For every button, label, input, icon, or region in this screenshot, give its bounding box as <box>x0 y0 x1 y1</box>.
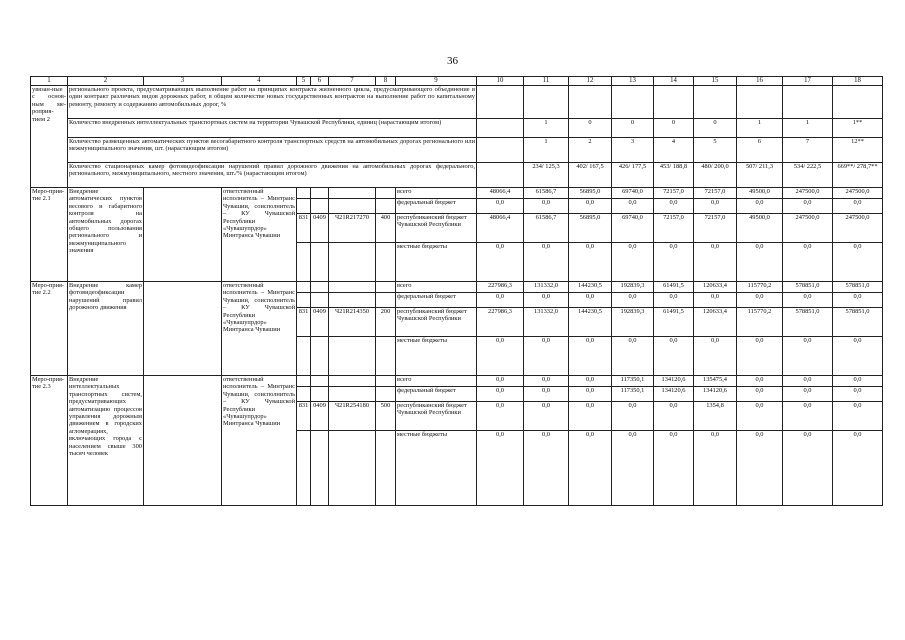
code-empty <box>376 188 396 199</box>
code-empty <box>376 282 396 293</box>
funding-value: 0,0 <box>477 199 524 214</box>
indicator-value: 234/ 125,3 <box>524 163 569 188</box>
funding-value: 0,0 <box>524 337 569 376</box>
funding-value: 72157,0 <box>694 188 737 199</box>
funding-value: 0,0 <box>783 293 833 308</box>
indicator-value: 1** <box>833 119 883 138</box>
rz-code: 0409 <box>311 402 329 431</box>
funding-value: 0,0 <box>569 431 612 506</box>
funding-value: 144230,5 <box>569 282 612 293</box>
indicator-value <box>694 86 737 119</box>
code-empty <box>311 431 329 506</box>
funding-value: 0,0 <box>833 293 883 308</box>
column-number-row <box>31 77 883 86</box>
budget-row <box>31 376 883 387</box>
code-empty <box>311 188 329 199</box>
funding-value: 61491,5 <box>654 308 694 337</box>
funding-value: 578851,0 <box>783 308 833 337</box>
funding-value: 0,0 <box>737 431 783 506</box>
indicator-text: Количество стационарных камер фотовидеофиксации нарушений правил дорожного движения на автомобильных дорогах федерального, регионального, межмуниципального, местного значения, шт./% (нарастающим итогом) <box>68 163 477 188</box>
funding-value: 578851,0 <box>833 308 883 337</box>
funding-value: 578851,0 <box>833 282 883 293</box>
indicator-empty <box>477 138 524 163</box>
code-empty <box>376 337 396 376</box>
indicator-value: 1 <box>524 138 569 163</box>
funding-value: 115770,2 <box>737 282 783 293</box>
column-number: 12 <box>569 77 612 86</box>
funding-source: местные бюджеты <box>396 337 477 376</box>
code-empty <box>311 243 329 282</box>
measure-name: Внедрение интеллектуальных транспортных систем, предусматривающих автоматизацию процессов управления дорожным движением в городских агломерациях, включающих города с населением свыше 300 тысяч человек <box>68 376 144 506</box>
program-table <box>30 76 883 506</box>
column-number: 5 <box>297 77 311 86</box>
rz-code: 0409 <box>311 308 329 337</box>
code-empty <box>376 387 396 402</box>
funding-value: 0,0 <box>477 337 524 376</box>
measure-label: Меро-прия-тие 2.1 <box>31 188 68 282</box>
indicator-value: 0 <box>694 119 737 138</box>
indicator-value <box>654 86 694 119</box>
funding-value: 49500,0 <box>737 188 783 199</box>
funding-value: 0,0 <box>833 337 883 376</box>
funding-value: 0,0 <box>833 243 883 282</box>
measure-executor: ответственный исполнитель – Минтранс Чувашии, соисполнитель – КУ Чувашской Республики «Чувашупрдор» Минтранса Чувашии <box>222 188 297 282</box>
indicator-value: 426/ 177,5 <box>612 163 654 188</box>
vr-code: 400 <box>376 214 396 243</box>
indicator-row <box>31 138 883 163</box>
funding-value: 247500,0 <box>783 188 833 199</box>
funding-source: местные бюджеты <box>396 243 477 282</box>
vr-code: 500 <box>376 402 396 431</box>
funding-value: 56895,0 <box>569 188 612 199</box>
code-empty <box>311 282 329 293</box>
column-number: 9 <box>396 77 477 86</box>
code-empty <box>297 199 311 214</box>
indicator-value: 1 <box>783 119 833 138</box>
code-empty <box>376 199 396 214</box>
indicator-value: 12** <box>833 138 883 163</box>
funding-value: 0,0 <box>654 293 694 308</box>
code-empty <box>376 431 396 506</box>
column-number: 8 <box>376 77 396 86</box>
funding-value: 0,0 <box>524 376 569 387</box>
funding-value: 247500,0 <box>783 214 833 243</box>
funding-value: 0,0 <box>694 293 737 308</box>
indicator-value: 5 <box>694 138 737 163</box>
code-empty <box>297 387 311 402</box>
funding-value: 0,0 <box>612 337 654 376</box>
continuation-label: увязан-ные с основ-ным ме-роприя-тием 2 <box>31 86 68 188</box>
indicator-empty <box>477 86 524 119</box>
funding-value: 134120,6 <box>654 376 694 387</box>
code-empty <box>376 293 396 308</box>
grbs-code: 831 <box>297 214 311 243</box>
funding-value: 0,0 <box>654 402 694 431</box>
indicator-value: 6 <box>737 138 783 163</box>
funding-source: местные бюджеты <box>396 431 477 506</box>
funding-value: 0,0 <box>524 431 569 506</box>
funding-value: 0,0 <box>612 431 654 506</box>
column-number: 13 <box>612 77 654 86</box>
funding-value: 0,0 <box>833 199 883 214</box>
funding-source: республиканский бюджет Чувашской Республики <box>396 214 477 243</box>
indicator-value: 2 <box>569 138 612 163</box>
code-empty <box>311 199 329 214</box>
grbs-code: 831 <box>297 402 311 431</box>
column-number: 17 <box>783 77 833 86</box>
funding-value: 0,0 <box>737 337 783 376</box>
indicator-value: 1 <box>524 119 569 138</box>
column-number: 18 <box>833 77 883 86</box>
code-empty <box>297 282 311 293</box>
funding-value: 0,0 <box>694 431 737 506</box>
funding-source: федеральный бюджет <box>396 387 477 402</box>
funding-value: 48066,4 <box>477 214 524 243</box>
indicator-value: 3 <box>612 138 654 163</box>
code-empty <box>311 387 329 402</box>
funding-source: всего <box>396 282 477 293</box>
code-empty <box>329 243 376 282</box>
indicator-value <box>833 86 883 119</box>
funding-value: 0,0 <box>612 402 654 431</box>
code-empty <box>297 188 311 199</box>
indicator-value: 7 <box>783 138 833 163</box>
indicator-empty <box>477 163 524 188</box>
funding-value: 0,0 <box>737 243 783 282</box>
funding-value: 0,0 <box>569 387 612 402</box>
indicator-value: 507/ 211,3 <box>737 163 783 188</box>
funding-value: 0,0 <box>694 337 737 376</box>
funding-value: 0,0 <box>524 402 569 431</box>
funding-value: 192839,3 <box>612 282 654 293</box>
funding-value: 0,0 <box>783 387 833 402</box>
code-empty <box>297 243 311 282</box>
code-empty <box>329 188 376 199</box>
measure-name: Внедрение камер фотовидеофиксации нарушений правил дорожного движения <box>68 282 144 376</box>
funding-value: 0,0 <box>524 243 569 282</box>
funding-source: всего <box>396 188 477 199</box>
funding-value: 0,0 <box>524 293 569 308</box>
rz-code: 0409 <box>311 214 329 243</box>
funding-value: 131332,0 <box>524 282 569 293</box>
column-number: 15 <box>694 77 737 86</box>
funding-source: федеральный бюджет <box>396 293 477 308</box>
code-empty <box>297 337 311 376</box>
funding-value: 0,0 <box>654 337 694 376</box>
page-number: 36 <box>447 55 458 67</box>
indicator-value: 669**/ 278,7** <box>833 163 883 188</box>
measure-empty-col3 <box>144 282 222 376</box>
funding-value: 144230,5 <box>569 308 612 337</box>
column-number: 16 <box>737 77 783 86</box>
code-empty <box>311 337 329 376</box>
code-empty <box>297 431 311 506</box>
funding-value: 0,0 <box>569 376 612 387</box>
vr-code: 200 <box>376 308 396 337</box>
funding-source: всего <box>396 376 477 387</box>
funding-value: 0,0 <box>524 199 569 214</box>
funding-value: 0,0 <box>783 243 833 282</box>
indicator-text: Количество размещенных автоматических пунктов весогабаритного контроля транспортных средств на автомобильных дорогах регионального или межмуниципального значения, шт. (нарастающим итогом) <box>68 138 477 163</box>
funding-value: 0,0 <box>569 199 612 214</box>
indicator-value: 480/ 200,0 <box>694 163 737 188</box>
funding-value: 0,0 <box>654 199 694 214</box>
indicator-value <box>783 86 833 119</box>
measure-executor: ответственный исполнитель – Минтранс Чувашии, соисполнитель – КУ Чувашской Республики «Чувашупрдор» Минтранса Чувашии <box>222 282 297 376</box>
funding-value: 0,0 <box>569 402 612 431</box>
funding-value: 56895,0 <box>569 214 612 243</box>
code-empty <box>329 387 376 402</box>
budget-row <box>31 282 883 293</box>
code-empty <box>329 293 376 308</box>
funding-value: 0,0 <box>477 293 524 308</box>
indicator-value: 0 <box>612 119 654 138</box>
funding-value: 0,0 <box>569 293 612 308</box>
funding-value: 69740,0 <box>612 188 654 199</box>
column-number: 4 <box>222 77 297 86</box>
funding-value: 0,0 <box>833 387 883 402</box>
indicator-value: 402/ 167,5 <box>569 163 612 188</box>
budget-row <box>31 188 883 199</box>
funding-source: республиканский бюджет Чувашской Республики <box>396 402 477 431</box>
indicator-value <box>524 86 569 119</box>
code-empty <box>329 337 376 376</box>
funding-value: 0,0 <box>833 402 883 431</box>
column-number: 6 <box>311 77 329 86</box>
column-number: 2 <box>68 77 144 86</box>
funding-value: 0,0 <box>477 243 524 282</box>
funding-value: 0,0 <box>477 376 524 387</box>
csr-code: Ч21R214350 <box>329 308 376 337</box>
csr-code: Ч21R217270 <box>329 214 376 243</box>
funding-value: 0,0 <box>783 199 833 214</box>
column-number: 10 <box>477 77 524 86</box>
measure-label: Меро-прия-тие 2.3 <box>31 376 68 506</box>
code-empty <box>329 199 376 214</box>
indicator-value: 4 <box>654 138 694 163</box>
code-empty <box>297 376 311 387</box>
funding-value: 134120,6 <box>694 387 737 402</box>
funding-value: 0,0 <box>654 431 694 506</box>
funding-value: 0,0 <box>477 431 524 506</box>
funding-value: 120633,4 <box>694 308 737 337</box>
indicator-value: 1 <box>737 119 783 138</box>
column-number: 7 <box>329 77 376 86</box>
code-empty <box>329 376 376 387</box>
indicator-empty <box>477 119 524 138</box>
measure-label: Меро-прия-тие 2.2 <box>31 282 68 376</box>
funding-value: 227986,3 <box>477 308 524 337</box>
funding-value: 115770,2 <box>737 308 783 337</box>
funding-value: 0,0 <box>737 387 783 402</box>
funding-value: 578851,0 <box>783 282 833 293</box>
column-number: 3 <box>144 77 222 86</box>
indicator-row <box>31 86 883 119</box>
funding-value: 0,0 <box>694 199 737 214</box>
funding-value: 117350,1 <box>612 387 654 402</box>
indicator-value <box>569 86 612 119</box>
csr-code: Ч21R254180 <box>329 402 376 431</box>
indicator-value: 534/ 222,5 <box>783 163 833 188</box>
funding-value: 0,0 <box>833 376 883 387</box>
funding-value: 0,0 <box>477 387 524 402</box>
funding-value: 0,0 <box>612 199 654 214</box>
funding-value: 0,0 <box>737 402 783 431</box>
indicator-value <box>612 86 654 119</box>
funding-value: 0,0 <box>654 243 694 282</box>
funding-value: 72157,0 <box>654 188 694 199</box>
funding-value: 0,0 <box>783 402 833 431</box>
measure-name: Внедрение автоматических пунктов весового и габаритного контроля на автомобильных дорогах общего пользования регионального и межмуниципального значения <box>68 188 144 282</box>
funding-value: 120633,4 <box>694 282 737 293</box>
funding-value: 61491,5 <box>654 282 694 293</box>
code-empty <box>329 431 376 506</box>
funding-value: 134120,6 <box>654 387 694 402</box>
indicator-value: 0 <box>569 119 612 138</box>
funding-value: 247500,0 <box>833 188 883 199</box>
code-empty <box>329 282 376 293</box>
column-number: 1 <box>31 77 68 86</box>
code-empty <box>376 243 396 282</box>
funding-value: 0,0 <box>612 243 654 282</box>
funding-value: 0,0 <box>524 387 569 402</box>
funding-value: 0,0 <box>783 431 833 506</box>
indicator-row <box>31 163 883 188</box>
funding-value: 48066,4 <box>477 188 524 199</box>
code-empty <box>311 293 329 308</box>
funding-value: 0,0 <box>694 243 737 282</box>
funding-value: 0,0 <box>737 199 783 214</box>
indicator-row <box>31 119 883 138</box>
funding-value: 69740,0 <box>612 214 654 243</box>
funding-value: 1354,8 <box>694 402 737 431</box>
funding-source: федеральный бюджет <box>396 199 477 214</box>
funding-value: 72157,0 <box>654 214 694 243</box>
funding-value: 61586,7 <box>524 214 569 243</box>
funding-value: 0,0 <box>783 337 833 376</box>
funding-value: 72157,0 <box>694 214 737 243</box>
column-number: 14 <box>654 77 694 86</box>
funding-value: 0,0 <box>612 293 654 308</box>
funding-value: 135475,4 <box>694 376 737 387</box>
funding-value: 0,0 <box>737 376 783 387</box>
indicator-text: регионального проекта, предусматривающих выполнение работ на принципах контракта жизненного цикла, предусматривающего объединение в один контракт различных видов дорожных работ, в общем количестве новых государственных контрактов на выполнение работ по капитальному ремонту, ремонту и содержанию автомобильных дорог, % <box>68 86 477 119</box>
funding-value: 247500,0 <box>833 214 883 243</box>
indicator-value <box>737 86 783 119</box>
funding-value: 0,0 <box>569 243 612 282</box>
funding-value: 61586,7 <box>524 188 569 199</box>
funding-value: 117350,1 <box>612 376 654 387</box>
measure-empty-col3 <box>144 376 222 506</box>
code-empty <box>311 376 329 387</box>
funding-value: 227986,3 <box>477 282 524 293</box>
indicator-value: 453/ 188,8 <box>654 163 694 188</box>
indicator-value: 0 <box>654 119 694 138</box>
funding-value: 131332,0 <box>524 308 569 337</box>
indicator-text: Количество внедренных интеллектуальных транспортных систем на территории Чувашской Республики, единиц (нарастающим итогом) <box>68 119 477 138</box>
funding-value: 0,0 <box>833 431 883 506</box>
funding-value: 0,0 <box>477 402 524 431</box>
measure-empty-col3 <box>144 188 222 282</box>
measure-executor: ответственный исполнитель – Минтранс Чувашии, соисполнитель – КУ Чувашской Республики «Чувашупрдор» Минтранса Чувашии <box>222 376 297 506</box>
funding-value: 0,0 <box>569 337 612 376</box>
code-empty <box>376 376 396 387</box>
funding-value: 0,0 <box>737 293 783 308</box>
funding-source: республиканский бюджет Чувашской Республики <box>396 308 477 337</box>
funding-value: 49500,0 <box>737 214 783 243</box>
code-empty <box>297 293 311 308</box>
funding-value: 192839,3 <box>612 308 654 337</box>
funding-value: 0,0 <box>783 376 833 387</box>
grbs-code: 831 <box>297 308 311 337</box>
column-number: 11 <box>524 77 569 86</box>
